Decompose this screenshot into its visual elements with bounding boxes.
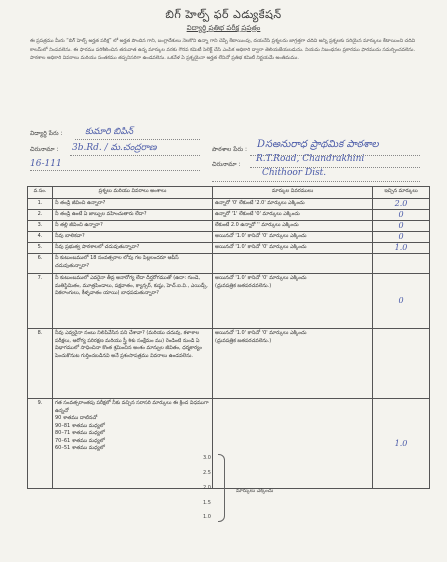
row-score[interactable]: 1.0: [373, 399, 430, 489]
grade-band: 70–61 శాతము మధ్యలో: [55, 437, 105, 444]
school-address-underline: [250, 167, 420, 168]
grade-band: 90–81 శాతము మధ్యలో: [55, 422, 105, 429]
col-header-question: ప్రశ్నలు మరియు వివరాలు అంశాలు: [53, 187, 213, 199]
marking-option: లేకుంటే 2.0 ఉన్నారో '' మార్కులు ఎక్కించు: [215, 222, 299, 228]
row-number: 8.: [28, 329, 53, 399]
marking-option: అయినచో '1.0' కానిచో '0' మార్కులు ఎక్కించు: [215, 244, 307, 250]
school-address-underline-2: [212, 181, 420, 182]
table-row: [28, 254, 430, 274]
row-number: 4.: [28, 232, 53, 243]
grade-scale-value: 1.0: [203, 514, 211, 520]
row-score[interactable]: 0: [373, 274, 430, 329]
grade-scale-value: 2.0: [203, 485, 211, 491]
marking-option: ఉన్నారో '1' లేకుంటే '0' మార్కులు ఎక్కించు: [215, 211, 300, 217]
school-name-value: Dసఅనురాధ ప్రాథమిక పాఠశాల: [257, 139, 379, 150]
row-question: నీవు బాలికవా?: [53, 232, 213, 243]
marking-option: ఉన్నారో '0' లేకుంటే '2.0' మార్కులు ఎక్కించు: [215, 200, 305, 206]
row-question: నీ తండ్రి ఉంటే ఏ జాబ్బుల వహించుతారు లేదా?: [53, 210, 213, 221]
col-header-score: ఇచ్చిన మార్కులు: [373, 187, 430, 199]
row-number: 9.: [28, 399, 53, 489]
school-address-value-line2: Chithoor Dist.: [262, 168, 327, 178]
row-number: 1.: [28, 199, 53, 210]
row-score[interactable]: 2.0: [373, 199, 430, 210]
school-address-value-line1: R.T.Road, Chandrakhini: [256, 154, 365, 164]
row-question-text: గత సంవత్సరాంతపు పరీక్షలో నీకు వచ్చిన సరాసరి మార్కులు ఈ క్రింద విధముగా ఉన్నచో: [55, 400, 209, 414]
marking-option: అయినచో '1.0' కానిచో '0' మార్కులు ఎక్కించు: [215, 275, 307, 281]
table-row: [28, 199, 430, 210]
row-question: నీ కుటుంబములో 18 సంవత్సరాల లోపు గల పిల్లలందరూ ఆపీస్ చదువుతున్నారా?: [53, 254, 213, 274]
table-row: [28, 274, 430, 329]
row-number: 7.: [28, 274, 53, 329]
row-marking: [213, 399, 373, 489]
table-row: [28, 243, 430, 254]
marking-note: (ధ్రువపత్రిక జతపరచవలెను.): [215, 337, 272, 344]
school-address-label: చిరునామా :: [212, 161, 241, 168]
address-label: చిరునామా :: [30, 146, 59, 153]
grade-scale-label: మార్కులు ఎక్కించు: [236, 488, 274, 494]
grade-scale-value: 2.5: [203, 470, 211, 476]
grade-band: 60–51 శాతము మధ్యలో: [55, 445, 105, 451]
instructions-paragraph: ఈ ప్రపత్రము మీరు “బిగ్ హెల్ప్ అర్హత పరీక్ష” లో అర్హత పొందిన గాని, బంగ్లాదేశులు నెలకొని ఉన్నా గాని చెప్పే కేటాయింపు, దయచేసి ప్రశ్నలను జాగ్రత్తగా చదివి అన్ని ప్రశ్నలకు సరియైన మార్కులు కేటాయించి చదివి కాలమ్‌లో నింపవలెను. ఈ ఫారము పరిశీలించిన తరువాత ఉన్న మార్కుల వరకు గౌరవ కమిటీ సెలెక్ట్ చేసి ఎంపిక అధికారి ద్వారా తెలియజేయబడును. నియమ నిబంధనల ప్రకారము ఫారమును సమర్పించవలెను. పాఠశాల అధికారి వివరాలు మరియు సంతకము తప్పనిసరిగా ఉండవలెను. ఒకవేళ ఏ ప్రశ్నయైనా అర్హత లేనిచో ప్రతిభ కమిటీ నిర్ణయమే అంతిమము.: [30, 39, 415, 62]
row-question: నీ తండ్రి జీవించి ఉన్నారా?: [53, 199, 213, 210]
table-header-row: [28, 187, 430, 199]
marking-option: అయినచో '1.0' కానిచో '0' మార్కులు ఎక్కించు: [215, 233, 307, 239]
table-row: [28, 210, 430, 221]
grade-scale-value: 3.0: [203, 455, 211, 461]
row-question: నీ తల్లి జీవించి ఉన్నారా?: [53, 221, 213, 232]
grade-band: 90 శాతము దాటినచో: [55, 415, 98, 421]
marking-note: (ధ్రువపత్రిక జతపరచవలెను.): [215, 282, 272, 289]
form-subtitle: విద్యార్థి ప్రతిభ పరీక్ష ప్రపత్రం: [186, 24, 261, 32]
address-value-line2: 16-111: [30, 159, 62, 169]
col-header-number: వ.సం.: [28, 187, 53, 199]
row-question: నీ కుటుంబములో ఎవరైనా తీవ్ర అనారోగ్య లేదా దీర్ఘరోగముతో (ఉదా: గుండె, మతిస్థిమితం, మూత్రపిండాలు, పక్షవాతం, క్యాన్సర్, కుష్ఠు, హెచ్.ఐ.వి., ఎయిడ్స్, వికలాంగులు, కీళ్ళవాతం యాయి) బాధపడుతున్నారా?: [53, 274, 213, 329]
row-number: 2.: [28, 210, 53, 221]
row-score[interactable]: 0: [373, 210, 430, 221]
row-marking: [213, 274, 373, 329]
row-marking: [213, 243, 373, 254]
row-question: నీవు ప్రభుత్వ పాఠశాలలో చదువుతున్నావా?: [53, 243, 213, 254]
address-value-line1: 3b.Rd. / మ.చంద్రరాణ: [72, 143, 157, 153]
row-score[interactable]: 0: [373, 232, 430, 243]
row-marking: [213, 199, 373, 210]
table-row: [28, 221, 430, 232]
student-name-value: కుమారి బిపిన్: [85, 127, 134, 137]
row-marking: [213, 254, 373, 274]
table-row: [28, 399, 430, 489]
row-number: 3.: [28, 221, 53, 232]
row-marking: [213, 210, 373, 221]
row-number: 5.: [28, 243, 53, 254]
row-marking: [213, 232, 373, 243]
student-name-label: విద్యార్థి పేరు :: [30, 130, 63, 137]
row-score[interactable]: [373, 329, 430, 399]
row-marking: [213, 221, 373, 232]
form-title: బిగ్ హెల్ప్ ఫర్ ఎడ్యుకేషన్: [165, 8, 282, 21]
school-name-label: పాఠశాల పేరు :: [212, 146, 248, 153]
address-underline: [70, 155, 200, 156]
row-question: నీవు ఎవ్వరైనా నంబు నిలిపివేసిన పని చేశావా? (మరియు చదువు, కళాశాల పరీక్షలు, ఆరోగ్య పరిరక్షణ మరియు స్త్రీ శిశు సంక్షేమం ము) రెండింటి నుండి ఏ విభాగములో సాధించినా కొంత శ్రమించిన అంశం మాన్పుల జీవితం, ధర్మకార్యం పెంచుకొనుట గుర్తించబడినవి అనే ప్రశంసాపత్రము వివరాలు ఉండవలెను.: [53, 329, 213, 399]
table-row: [28, 232, 430, 243]
row-score[interactable]: [373, 254, 430, 274]
scoring-table: [27, 186, 430, 489]
grade-scale-brace: [218, 454, 225, 522]
address-underline-2: [30, 170, 200, 171]
table-row: [28, 329, 430, 399]
row-marking: [213, 329, 373, 399]
row-question: [53, 399, 213, 489]
student-name-underline: [75, 139, 200, 140]
grade-scale-value: 1.5: [203, 500, 211, 506]
grade-band: 80–71 శాతము మధ్యలో: [55, 430, 105, 436]
row-score[interactable]: 1.0: [373, 243, 430, 254]
row-number: 6.: [28, 254, 53, 274]
row-score[interactable]: 0: [373, 221, 430, 232]
marking-option: అయినచో '1.0' కానిచో '0' మార్కులు ఎక్కించు: [215, 330, 307, 336]
col-header-marking: మార్కుల వివరములు: [213, 187, 373, 199]
